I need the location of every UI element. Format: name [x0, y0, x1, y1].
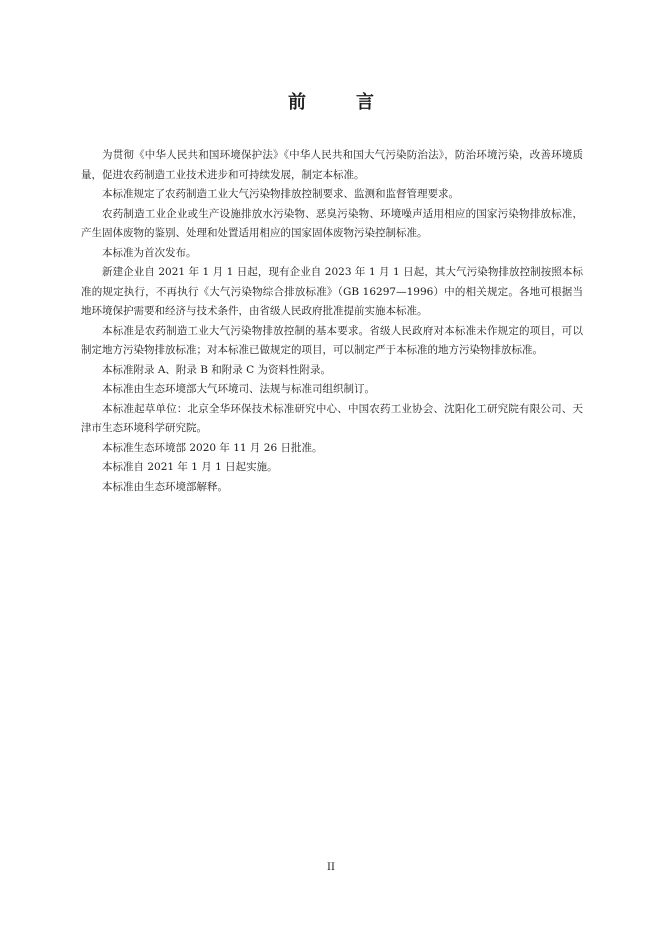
paragraph-drafting-units: 本标准起草单位：北京全华环保技术标准研究中心、中国农药工业协会、沈阳化工研究院有限公司、天津市生态环境科学研究院。: [81, 402, 583, 434]
paragraph-scope: 本标准规定了农药制造工业大气污染物排放控制要求、监测和监督管理要求。: [102, 188, 459, 200]
paragraph-first-release: 本标准为首次发布。: [102, 246, 197, 259]
paragraph-purpose: 为贯彻《中华人民共和国环境保护法》《中华人民共和国大气污染防治法》，防治环境污染，改善环境质量，促进农药制造工业技术进步和可持续发展，制定本标准。: [81, 149, 583, 181]
paragraph-interpretation: 本标准由生态环境部解释。: [102, 480, 228, 493]
page-title: 前 言: [288, 92, 390, 113]
paragraph-effective-date: 本标准自 2021 年 1 月 1 日起实施。: [102, 461, 278, 473]
paragraph-basic-requirement: 本标准是农药制造工业大气污染物排放控制的基本要求。省级人民政府对本标准未作规定的项目，可以制定地方污染物排放标准；对本标准已做规定的项目，可以制定严于本标准的地方污染物排放标准。: [81, 324, 583, 356]
paragraph-approval-date: 本标准生态环境部 2020 年 11 月 26 日批准。: [102, 441, 323, 454]
paragraph-other-pollutants: 农药制造工业企业或生产设施排放水污染物、恶臭污染物、环境噪声适用相应的国家污染物排放标准，产生固体废物的鉴别、处理和处置适用相应的国家固体废物污染控制标准。: [81, 207, 583, 239]
paragraph-organizer: 本标准由生态环境部大气环境司、法规与标准司组织制订。: [102, 383, 375, 395]
foreword-body: [81, 146, 583, 497]
page-number: II: [327, 862, 335, 873]
paragraph-appendices: 本标准附录 A、附录 B 和附录 C 为资料性附录。: [102, 363, 332, 376]
paragraph-implementation-dates: 新建企业自 2021 年 1 月 1 日起，现有企业自 2023 年 1 月 1 日起，其大气污染物排放控制按照本标准的规定执行，不再执行《大气污染物综合排放标准》（GB 16297—1996）中的相关规定。各地可根据当地环境保护需要和经济与技术条件，由省级人民政府批准提前实施本标准。: [81, 266, 583, 317]
